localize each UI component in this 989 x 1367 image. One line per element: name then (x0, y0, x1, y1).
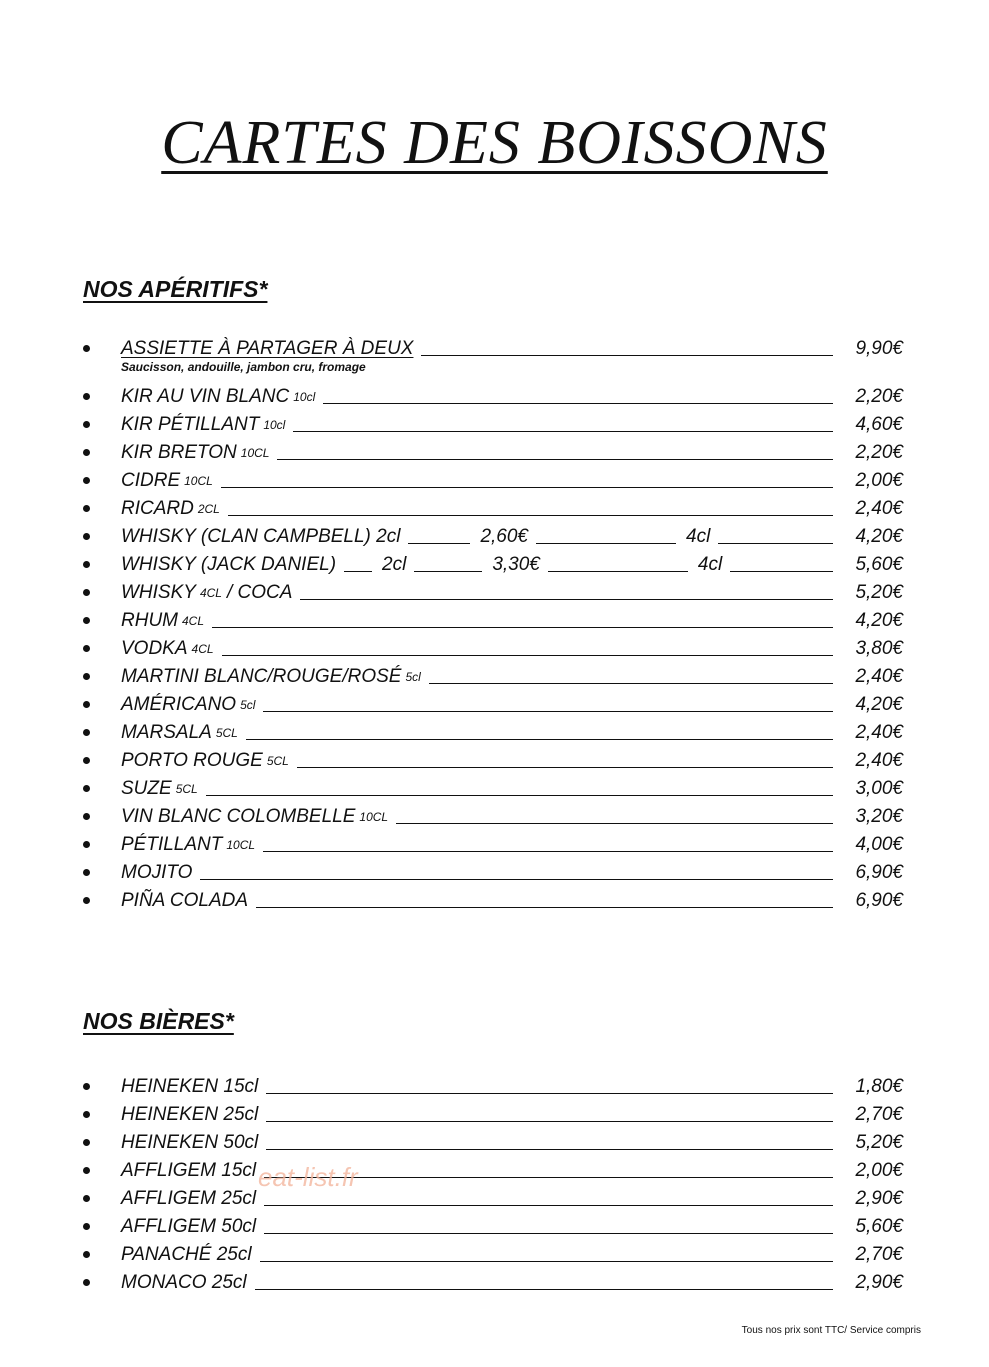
leader-line (266, 1093, 833, 1094)
bullet-icon (83, 449, 90, 456)
leader-line (718, 543, 833, 544)
item-name: AFFLIGEM 25cl (121, 1188, 257, 1209)
bullet-icon (83, 897, 90, 904)
item-name: KIR AU VIN BLANC (121, 386, 290, 407)
list-item (83, 716, 903, 744)
item-name: AMÉRICANO (121, 694, 237, 715)
bullet-icon (83, 813, 90, 820)
platter-description: Saucisson, andouille, jambon cru, fromage (121, 360, 366, 374)
bullet-icon (83, 477, 90, 484)
item-mid-price: 3,30€ (492, 554, 540, 575)
item-price: 1,80€ (855, 1076, 903, 1097)
list-item (83, 548, 903, 576)
item-price: 4,00€ (855, 834, 903, 855)
bullet-icon (83, 1251, 90, 1258)
list-item (83, 436, 903, 464)
leader-line (266, 1121, 833, 1122)
list-item (83, 604, 903, 632)
item-price: 3,80€ (855, 638, 903, 659)
item-price: 2,00€ (855, 1160, 903, 1181)
bullet-icon (83, 701, 90, 708)
item-name: WHISKY (JACK DANIEL) (121, 554, 337, 575)
leader-line (297, 767, 833, 768)
item-size: 10cl (263, 418, 286, 432)
list-item (83, 1154, 903, 1182)
list-item (83, 856, 903, 884)
bieres-list (83, 1070, 903, 1294)
item-price: 2,90€ (855, 1188, 903, 1209)
bullet-icon (83, 673, 90, 680)
list-item (83, 660, 903, 688)
leader-line (536, 543, 676, 544)
leader-line (300, 599, 833, 600)
list-item (83, 408, 903, 436)
item-size: 10CL (226, 838, 256, 852)
item-price: 2,20€ (855, 442, 903, 463)
item-size: 5CL (266, 754, 289, 768)
bullet-icon (83, 561, 90, 568)
leader-line (263, 851, 833, 852)
leader-line (228, 515, 833, 516)
bullet-icon (83, 393, 90, 400)
bullet-icon (83, 345, 90, 352)
list-item (83, 1182, 903, 1210)
bullet-icon (83, 1195, 90, 1202)
leader-line (323, 403, 833, 404)
leader-line (212, 627, 833, 628)
bullet-icon (83, 533, 90, 540)
item-price: 5,20€ (855, 1132, 903, 1153)
item-name: KIR BRETON (121, 442, 237, 463)
item-size: 10CL (359, 810, 389, 824)
item-size: 4CL (182, 614, 205, 628)
item-mid-size-1: 2cl (382, 554, 407, 575)
leader-line (256, 907, 833, 908)
leader-line (264, 1205, 833, 1206)
item-name: VIN BLANC COLOMBELLE (121, 806, 356, 827)
bullet-icon (83, 757, 90, 764)
item-price: 2,70€ (855, 1244, 903, 1265)
item-name: ASSIETTE À PARTAGER À DEUX (121, 338, 414, 359)
list-item (83, 772, 903, 800)
item-price: 6,90€ (855, 862, 903, 883)
item-size: 10cl (293, 390, 316, 404)
item-name: RHUM (121, 610, 178, 631)
leader-line (408, 543, 470, 544)
item-name: CIDRE (121, 470, 181, 491)
leader-line (255, 1289, 833, 1290)
leader-line (344, 571, 372, 572)
item-name: MARSALA (121, 722, 212, 743)
bullet-icon (83, 645, 90, 652)
item-price: 2,90€ (855, 1272, 903, 1293)
item-price: 2,40€ (855, 498, 903, 519)
item-price: 4,20€ (855, 610, 903, 631)
item-size: 4CL (191, 642, 214, 656)
leader-line (246, 739, 833, 740)
item-name: HEINEKEN 50cl (121, 1132, 259, 1153)
list-item (83, 632, 903, 660)
item-name: WHISKY (CLAN CAMPBELL) 2cl (121, 526, 401, 547)
leader-line (429, 683, 833, 684)
aperitifs-list (83, 332, 903, 912)
bullet-icon (83, 589, 90, 596)
item-name: KIR PÉTILLANT (121, 414, 260, 435)
item-size: 4CL (199, 586, 222, 600)
item-name: MARTINI BLANC/ROUGE/ROSÉ (121, 666, 402, 687)
item-price: 4,20€ (855, 526, 903, 547)
list-item (83, 1126, 903, 1154)
item-price: 2,40€ (855, 750, 903, 771)
list-item (83, 464, 903, 492)
bullet-icon (83, 1083, 90, 1090)
bullet-icon (83, 841, 90, 848)
item-name: PÉTILLANT (121, 834, 223, 855)
leader-line (421, 355, 833, 356)
item-name: PIÑA COLADA (121, 890, 249, 911)
item-name: AFFLIGEM 50cl (121, 1216, 257, 1237)
leader-line (414, 571, 482, 572)
bullet-icon (83, 1139, 90, 1146)
bullet-icon (83, 729, 90, 736)
leader-line (222, 655, 833, 656)
list-item (83, 688, 903, 716)
leader-line (266, 1149, 833, 1150)
item-mid-size: 4cl (686, 526, 711, 547)
list-item (83, 332, 903, 360)
list-item (83, 1266, 903, 1294)
item-price: 2,70€ (855, 1104, 903, 1125)
item-name: RICARD (121, 498, 194, 519)
item-mid-price: 2,60€ (480, 526, 528, 547)
bullet-icon (83, 1111, 90, 1118)
bullet-icon (83, 617, 90, 624)
item-name: PORTO ROUGE (121, 750, 263, 771)
aperitifs-heading: NOS APÉRITIFS* (83, 276, 268, 302)
item-size: 2CL (197, 502, 220, 516)
item-suffix: / COCA (226, 582, 293, 603)
item-price: 2,00€ (855, 470, 903, 491)
item-price: 2,40€ (855, 722, 903, 743)
item-price: 2,20€ (855, 386, 903, 407)
item-price: 5,60€ (855, 1216, 903, 1237)
item-size: 5cl (405, 670, 421, 684)
bullet-icon (83, 1223, 90, 1230)
list-item (83, 492, 903, 520)
leader-line (200, 879, 833, 880)
watermark-text: eat-list.fr (258, 1162, 358, 1192)
item-price: 4,20€ (855, 694, 903, 715)
bullet-icon (83, 1279, 90, 1286)
list-item (83, 520, 903, 548)
bullet-icon (83, 421, 90, 428)
bullet-icon (83, 869, 90, 876)
list-item (83, 1098, 903, 1126)
item-name: MOJITO (121, 862, 193, 883)
item-name: AFFLIGEM 15cl (121, 1160, 257, 1181)
item-name: HEINEKEN 15cl (121, 1076, 259, 1097)
item-price: 3,20€ (855, 806, 903, 827)
item-mid-size: 4cl (697, 554, 723, 575)
item-price: 9,90€ (855, 338, 903, 359)
footer-note: Tous nos prix sont TTC/ Service compris (741, 1325, 921, 1336)
item-size: 5CL (215, 726, 238, 740)
list-item (83, 380, 903, 408)
item-name: HEINEKEN 25cl (121, 1104, 259, 1125)
item-name: VODKA (121, 638, 188, 659)
leader-line (221, 487, 833, 488)
bieres-heading: NOS BIÈRES* (83, 1008, 234, 1034)
item-name: PANACHÉ 25cl (121, 1244, 252, 1265)
item-price: 5,20€ (855, 582, 903, 603)
leader-line (730, 571, 833, 572)
list-item (83, 800, 903, 828)
leader-line (206, 795, 833, 796)
bullet-icon (83, 505, 90, 512)
bullet-icon (83, 1167, 90, 1174)
item-name: WHISKY (121, 582, 196, 603)
leader-line (293, 431, 833, 432)
item-size: 5CL (175, 782, 198, 796)
item-price: 5,60€ (855, 554, 903, 575)
item-price: 3,00€ (855, 778, 903, 799)
item-price: 2,40€ (855, 666, 903, 687)
leader-line (260, 1261, 833, 1262)
bullet-icon (83, 785, 90, 792)
page-title: CARTES DES BOISSONS (161, 109, 828, 177)
list-item (83, 576, 903, 604)
list-item (83, 1210, 903, 1238)
list-item (83, 1238, 903, 1266)
item-name: MONACO 25cl (121, 1272, 247, 1293)
item-name: SUZE (121, 778, 172, 799)
list-item (83, 828, 903, 856)
leader-line (548, 571, 688, 572)
item-size: 10CL (184, 474, 213, 488)
leader-line (277, 459, 833, 460)
item-price: 6,90€ (855, 890, 903, 911)
list-item (83, 1070, 903, 1098)
item-price: 4,60€ (855, 414, 903, 435)
leader-line (264, 1233, 833, 1234)
leader-line (263, 711, 833, 712)
list-item (83, 744, 903, 772)
list-item (83, 884, 903, 912)
item-size: 5cl (240, 698, 256, 712)
leader-line (396, 823, 833, 824)
item-size: 10CL (240, 446, 270, 460)
